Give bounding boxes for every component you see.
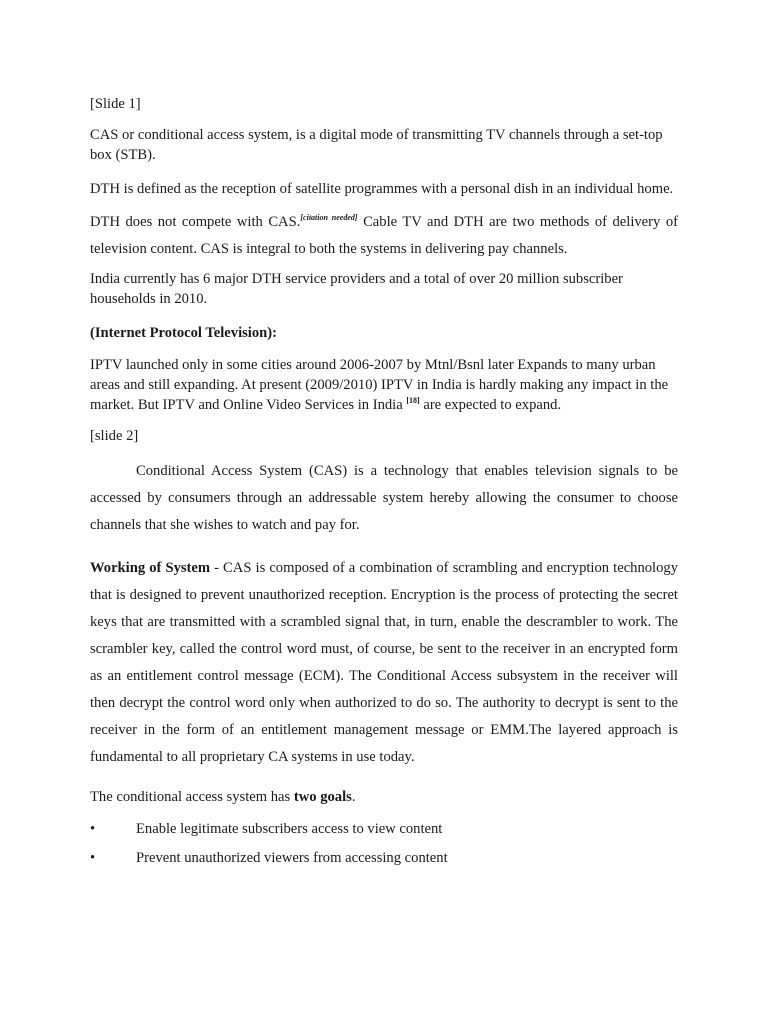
paragraph-cas-definition: Conditional Access System (CAS) is a technology that enables television signals to be accessed by consumers through an addressable system hereby allowing the consumer to choose channels that she wishes to watch and pay for.: [90, 463, 678, 533]
paragraph-two-goals: [90, 787, 678, 807]
paragraph-iptv-text-1: IPTV launched only in some cities around 2006-2007 by Mtnl/Bsnl later Expands to many urban areas and still expanding. At present (2009/2010) IPTV in India is hardly making any impact in the market. But IPTV and Online Video Services in India: [90, 357, 669, 413]
paragraph-dth-compete-text-1: DTH does not compete with CAS.: [90, 214, 301, 230]
citation-needed-link[interactable]: [citation needed]: [300, 213, 358, 222]
paragraph-working-of-system: [90, 555, 678, 771]
paragraph-iptv-text-2: are expected to expand.: [419, 397, 562, 413]
list-item: [90, 848, 678, 868]
list-item: [90, 819, 678, 839]
two-goals-emphasis: two goals: [293, 789, 352, 805]
working-of-system-heading: Working of System: [90, 560, 211, 576]
goals-list: [90, 819, 678, 868]
paragraph-dth-definition: DTH is defined as the reception of satellite programmes with a personal dish in an individual home.: [90, 181, 674, 197]
paragraph-iptv: [90, 355, 678, 415]
iptv-heading: [90, 323, 678, 343]
two-goals-text-2: .: [351, 789, 356, 805]
list-item-text: Prevent unauthorized viewers from accessing content: [136, 850, 448, 866]
slide-2-label: [slide 2]: [90, 428, 139, 444]
slide-1-label: [Slide 1]: [90, 96, 141, 112]
bullet-icon: •: [90, 850, 96, 866]
bullet-icon: •: [90, 821, 96, 837]
list-item-text: Enable legitimate subscribers access to view content: [136, 821, 443, 837]
paragraph-india-dth: India currently has 6 major DTH service providers and a total of over 20 million subscriber households in 2010.: [90, 271, 623, 307]
reference-18-link[interactable]: [18]: [406, 396, 420, 405]
two-goals-text-1: The conditional access system has: [90, 789, 294, 805]
document-body: [90, 94, 678, 877]
working-of-system-text: - CAS is composed of a combination of scrambling and encryption technology that is designed to prevent unauthorized reception. Encryption is the process of protecting the secret keys that are transmitted with a scrambled signal that, in turn, enable the descrambler to work. The scrambler key, called the control word must, of course, be sent to the receiver in an encrypted form as an entitlement control message (ECM). The Conditional Access subsystem in the receiver will then decrypt the control word only when authorized to do so. The authority to decrypt is sent to the receiver in the form of an entitlement management message or EMM.The layered approach is fundamental to all proprietary CA systems in use today.: [90, 560, 679, 765]
paragraph-cas-intro: CAS or conditional access system, is a digital mode of transmitting TV channels through a set-top box (STB).: [90, 127, 663, 163]
iptv-heading-text: (Internet Protocol Television):: [90, 325, 277, 341]
paragraph-dth-compete-text-2: Cable TV and DTH are two methods of delivery of television content. CAS is integral to both the systems in delivering pay channels.: [90, 214, 678, 257]
paragraph-dth-compete: [90, 209, 678, 263]
